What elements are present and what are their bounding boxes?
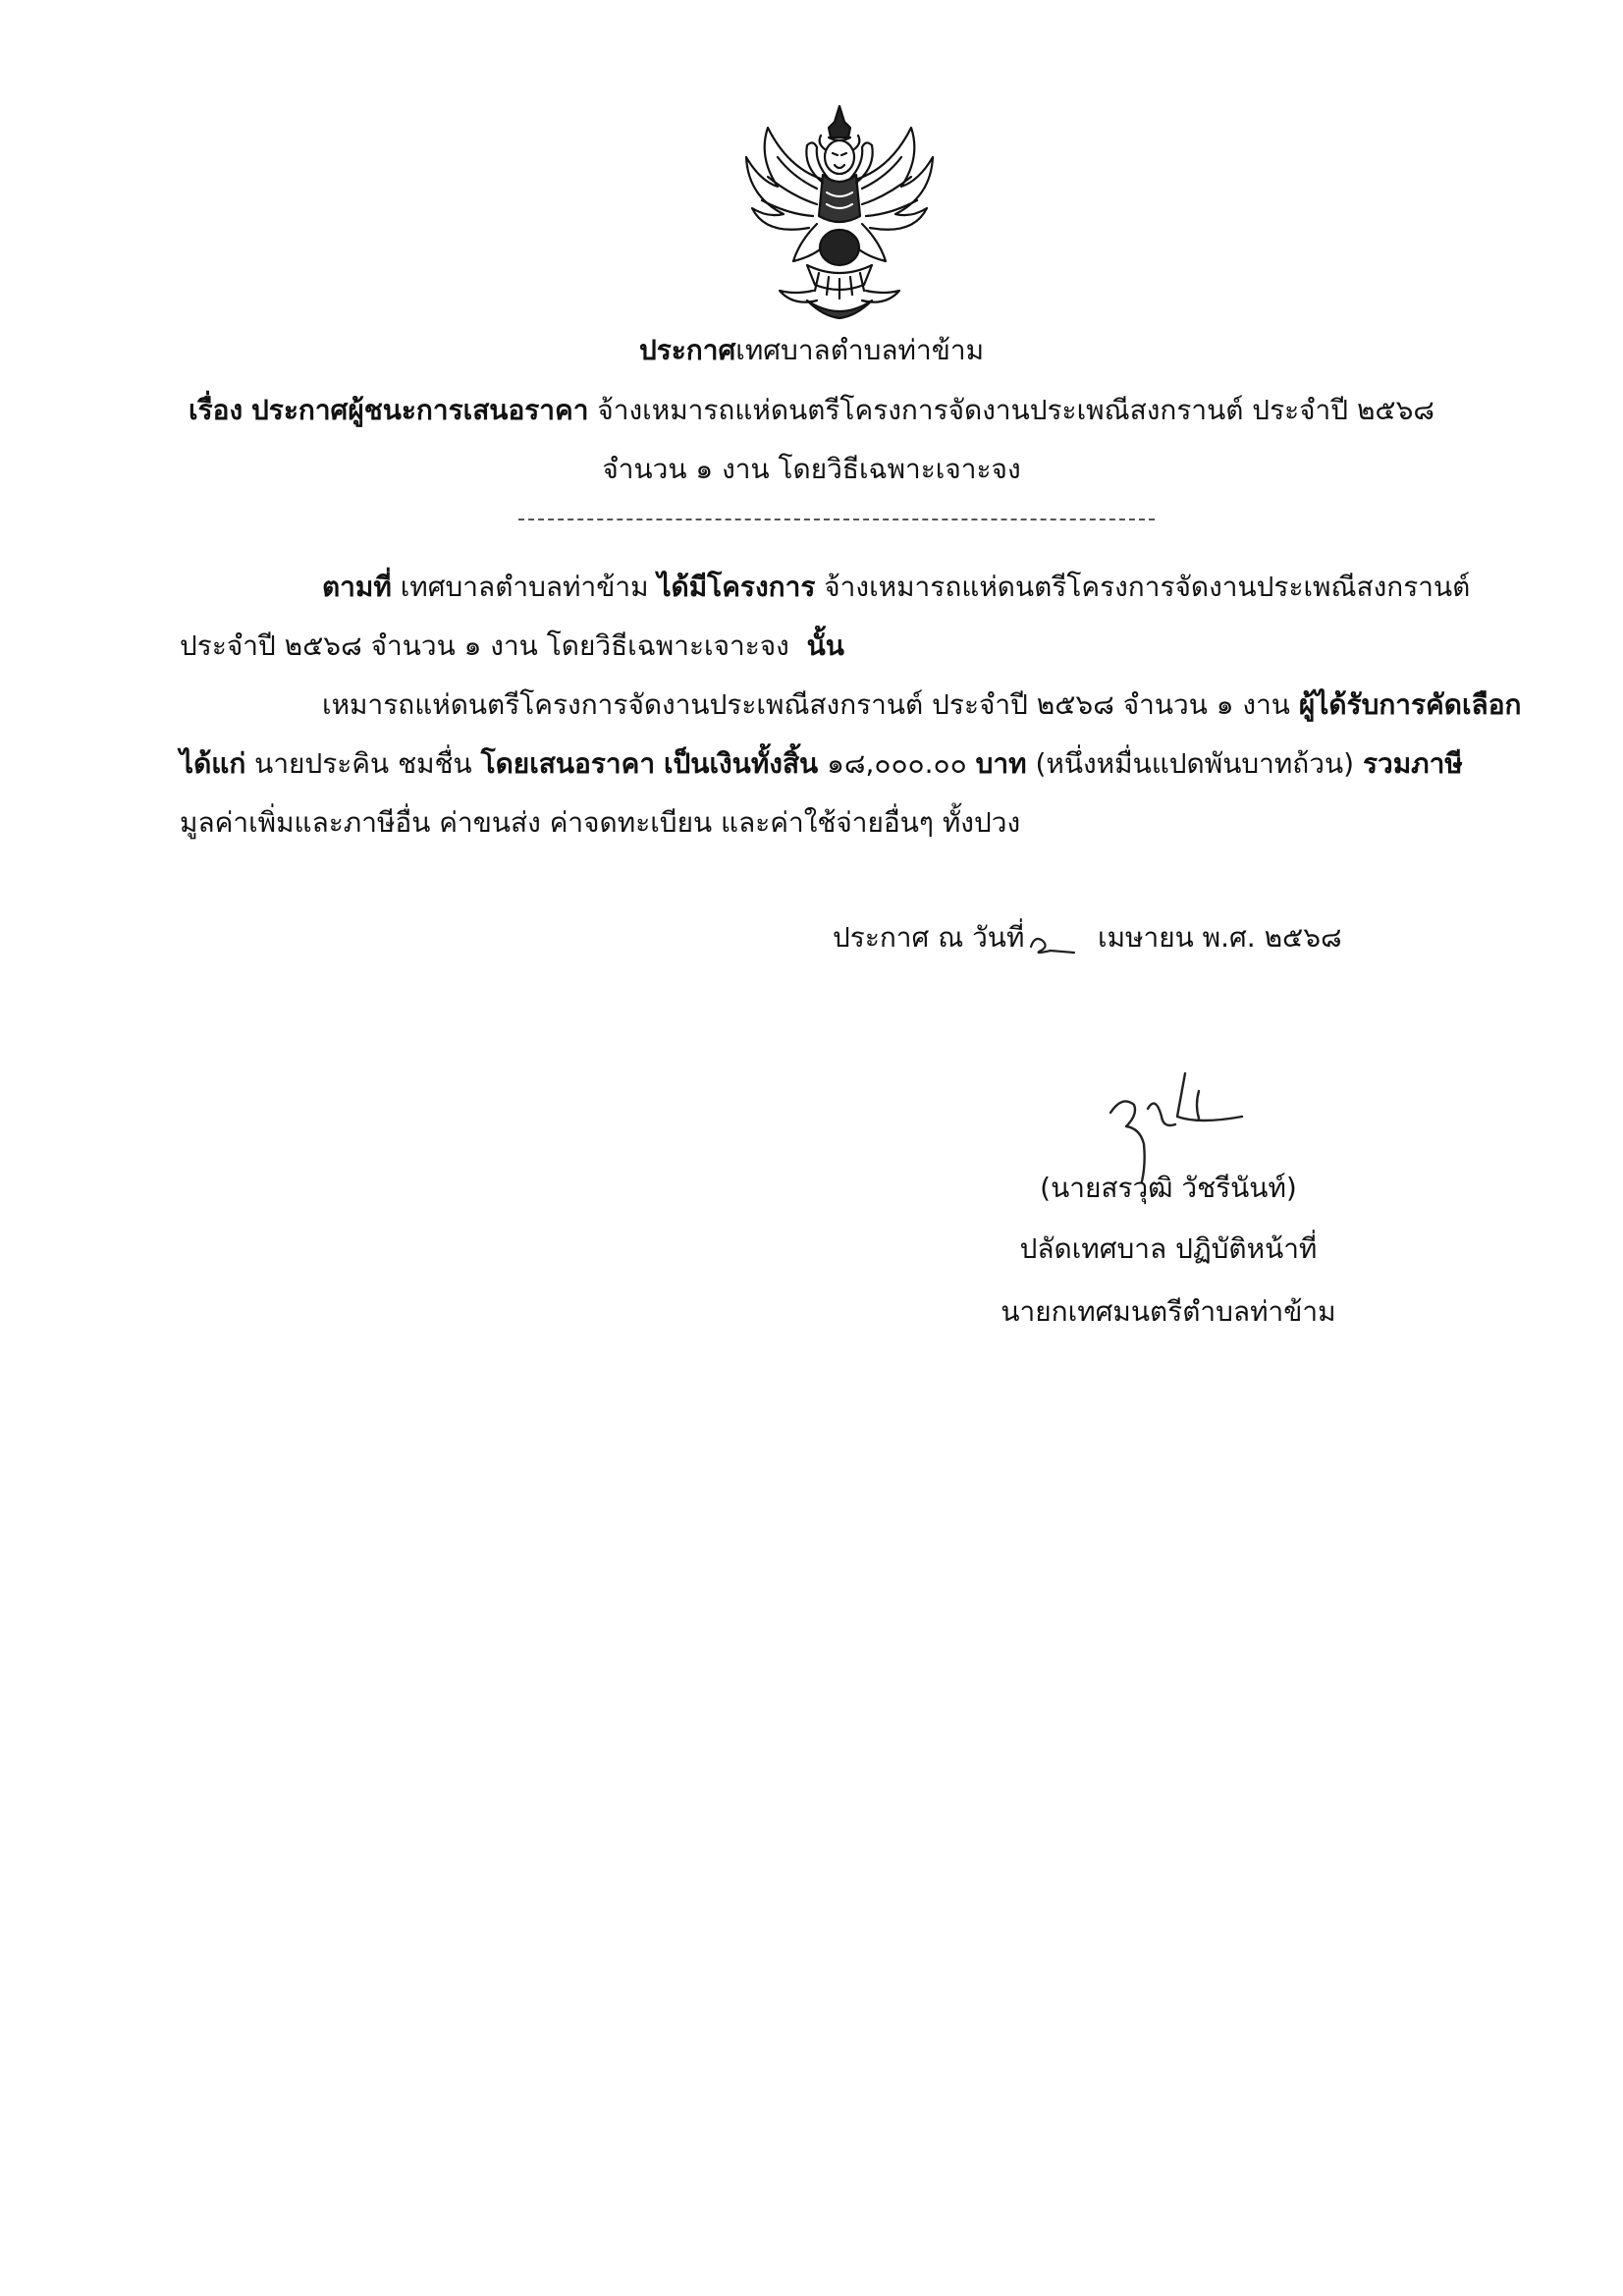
separator-line <box>518 519 1155 520</box>
subject-label: เรื่อง <box>189 394 243 426</box>
p2-bid-label: โดยเสนอราคา <box>480 747 656 780</box>
handwritten-day <box>1021 923 1080 962</box>
p1-project: จ้างเหมารถแห่ดนตรีโครงการจัดงานประเพณีสงกรานต์ <box>824 571 1471 603</box>
subject-detail: จ้างเหมารถแห่ดนตรีโครงการจัดงานประเพณีสงกรานต์ ประจำปี ๒๕๖๘ <box>597 394 1434 426</box>
paragraph-1-line-2 <box>180 627 844 666</box>
garuda-emblem-icon <box>738 98 941 326</box>
signatory-position-1: ปลัดเทศบาล ปฏิบัติหน้าที่ <box>1019 1232 1318 1265</box>
organization-name: เทศบาลตำบลท่าข้าม <box>735 334 985 366</box>
announcement-title <box>0 331 1623 370</box>
p2-selected: ผู้ได้รับการคัดเลือก <box>1298 688 1522 721</box>
paragraph-1-line-1 <box>322 568 1470 607</box>
p2-text: เหมารถแห่ดนตรีโครงการจัดงานประเพณีสงกรานต์ ประจำปี ๒๕๖๘ จำนวน ๑ งาน <box>322 688 1290 721</box>
p2-winner-label: ได้แก่ <box>180 747 246 780</box>
p2-amount: ๑๘,๐๐๐.๐๐ <box>827 747 967 780</box>
announcement-date-month-year: เมษายน พ.ศ. ๒๕๖๘ <box>1098 921 1342 954</box>
p2-total-label: เป็นเงินทั้งสิ้น <box>663 747 819 780</box>
p1-lead: ตามที่ <box>322 571 392 603</box>
signatory-name: (นายสรวุฒิ วัชรีนันท์) <box>1040 1172 1297 1204</box>
subject-line <box>0 391 1623 430</box>
p1-project-label: ได้มีโครงการ <box>657 571 816 603</box>
p2-currency: บาท <box>975 747 1027 780</box>
p2-amount-words: (หนึ่งหมื่นแปดพันบาทถ้วน) <box>1035 747 1355 780</box>
announcement-date-prefix: ประกาศ ณ วันที่ <box>833 921 1025 954</box>
p2-include: รวมภาษี <box>1362 747 1463 780</box>
paragraph-2-line-2 <box>180 744 1463 784</box>
subject-line-2: จำนวน ๑ งาน โดยวิธีเฉพาะเจาะจง <box>602 453 1021 485</box>
p2-winner: นายประคิน ชมชื่น <box>254 747 472 780</box>
p1-organization: เทศบาลตำบลท่าข้าม <box>400 571 649 603</box>
p1-line2-text: ประจำปี ๒๕๖๘ จำนวน ๑ งาน โดยวิธีเฉพาะเจาะจง <box>180 629 789 662</box>
p1-end: นั้น <box>806 629 844 662</box>
paragraph-2-line-1 <box>322 685 1521 725</box>
announcement-prefix: ประกาศ <box>638 334 736 366</box>
signatory-position-2: นายกเทศมนตรีตำบลท่าข้าม <box>1001 1295 1336 1328</box>
subject-title: ประกาศผู้ชนะการเสนอราคา <box>251 394 589 426</box>
paragraph-2-line-3: มูลค่าเพิ่มและภาษีอื่น ค่าขนส่ง ค่าจดทะเบียน และค่าใช้จ่ายอื่นๆ ทั้งปวง <box>180 806 1021 839</box>
